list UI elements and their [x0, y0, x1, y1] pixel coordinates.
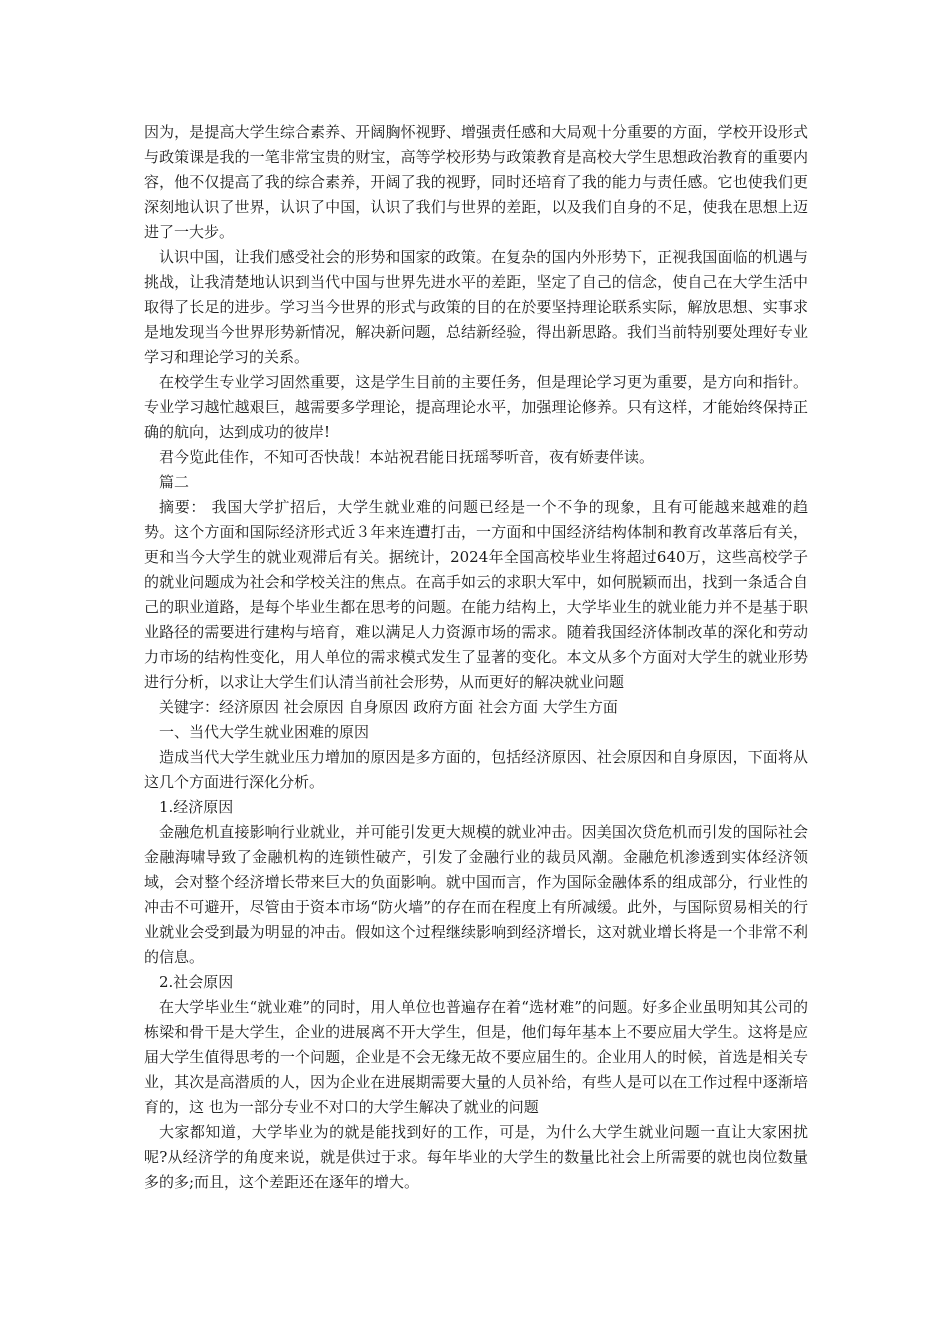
- paragraph-site-wishes: 君今览此佳作，不知可否快哉！本站祝君能日抚瑶琴听音，夜有娇妻伴读。: [159, 448, 655, 466]
- paragraph-social-causes: 在大学毕业生“就业难”的同时，用人单位也普遍存在着“选材难”的问题。好多企业虽明知其公司的栋梁和骨干是大学生，企业的进展离不开大学生，但是，他们每年基本上不要应届大学生。这将是应届大学生值得思考的一个问题，企业是不会无缘无故不要应届生的。企业用人的时候，首选是相关专业，其次是高潜质的人，因为企业在进展期需要大量的人员补给，有些人是可以在工作过程中逐渐培育的，这 也为一部分专业不对口的大学生解决了就业的问题: [144, 998, 808, 1116]
- paragraph-continuation: 因为，是提高大学生综合素养、开阔胸怀视野、增强责任感和大局观十分重要的方面，学校开设形式与政策课是我的一笔非常宝贵的财宝，高等学校形势与政策教育是高校大学生思想政治教育的重要内容，他不仅提高了我的综合素养，开阔了我的视野，同时还培育了我的能力与责任感。它也使我们更深刻地认识了世界，认识了中国，认识了我们与世界的差距，以及我们自身的不足，使我在思想上迈进了一大步。: [144, 123, 808, 241]
- paragraph-keywords: 关键字：经济原因 社会原因 自身原因 政府方面 社会方面 大学生方面: [159, 698, 618, 716]
- paragraph-understanding-china: 认识中国，让我们感受社会的形势和国家的政策。在复杂的国内外形势下，正视我国面临的机遇与挑战，让我清楚地认识到当代中国与世界先进水平的差距，坚定了自己的信念，使自己在大学生活中取得了长足的进步。学习当今世界的形式与政策的目的在於要坚持理论联系实际，解放思想、实事求是地发现当今世界形势新情况，解决新问题，总结新经验，得出新思路。我们当前特别要处理好专业学习和理论学习的关系。: [144, 248, 808, 366]
- document-page: [144, 120, 808, 1195]
- section-heading-part-two: 篇二: [159, 473, 190, 491]
- heading-social-causes: 2.社会原因: [159, 973, 234, 991]
- heading-economic-causes: 1.经济原因: [159, 798, 234, 816]
- paragraph-abstract: 摘要： 我国大学扩招后，大学生就业难的问题已经是一个不争的现象，且有可能越来越难的趋势。这个方面和国际经济形式近３年来连遭打击，一方面和中国经济结构体制和教育改革落后有关，更和当今大学生的就业观滞后有关。据统计，2024年全国高校毕业生将超过640万，这些高校学子的就业问题成为社会和学校关注的焦点。在高手如云的求职大军中，如何脱颖而出，找到一条适合自己的职业道路，是每个毕业生都在思考的问题。在能力结构上，大学毕业生的就业能力并不是基于职业路径的需要进行建构与培育，难以满足人力资源市场的需求。随着我国经济体制改革的深化和劳动力市场的结构性变化，用人单位的需求模式发生了显著的变化。本文从多个方面对大学生的就业形势进行分析，以求让大学生们认清当前社会形势，从而更好的解决就业问题: [144, 498, 808, 691]
- paragraph-theory-study: 在校学生专业学习固然重要，这是学生目前的主要任务，但是理论学习更为重要，是方向和指针。专业学习越忙越艰巨，越需要多学理论，提高理论水平，加强理论修养。只有这样，才能始终保持正确的航向，达到成功的彼岸!: [144, 373, 808, 441]
- heading-causes: 一、当代大学生就业困难的原因: [159, 723, 370, 741]
- paragraph-causes-intro: 造成当代大学生就业压力增加的原因是多方面的，包括经济原因、社会原因和自身原因，下面将从这几个方面进行深化分析。: [144, 748, 808, 791]
- paragraph-economic-causes: 金融危机直接影响行业就业，并可能引发更大规模的就业冲击。因美国次贷危机而引发的国际社会金融海啸导致了金融机构的连锁性破产，引发了金融行业的裁员风潮。金融危机渗透到实体经济领域，会对整个经济增长带来巨大的负面影响。就中国而言，作为国际金融体系的组成部分，行业性的冲击不可避开，尽管由于资本市场“防火墙”的存在而在程度上有所减缓。此外，与国际贸易相关的行业就业会受到最为明显的冲击。假如这个过程继续影响到经济增长，这对就业增长将是一个非常不利的信息。: [144, 823, 808, 966]
- paragraph-supply-demand: 大家都知道，大学毕业为的就是能找到好的工作，可是，为什么大学生就业问题一直让大家困扰呢?从经济学的角度来说，就是供过于求。每年毕业的大学生的数量比社会上所需要的就也岗位数量多的多;而且，这个差距还在逐年的增大。: [144, 1123, 808, 1191]
